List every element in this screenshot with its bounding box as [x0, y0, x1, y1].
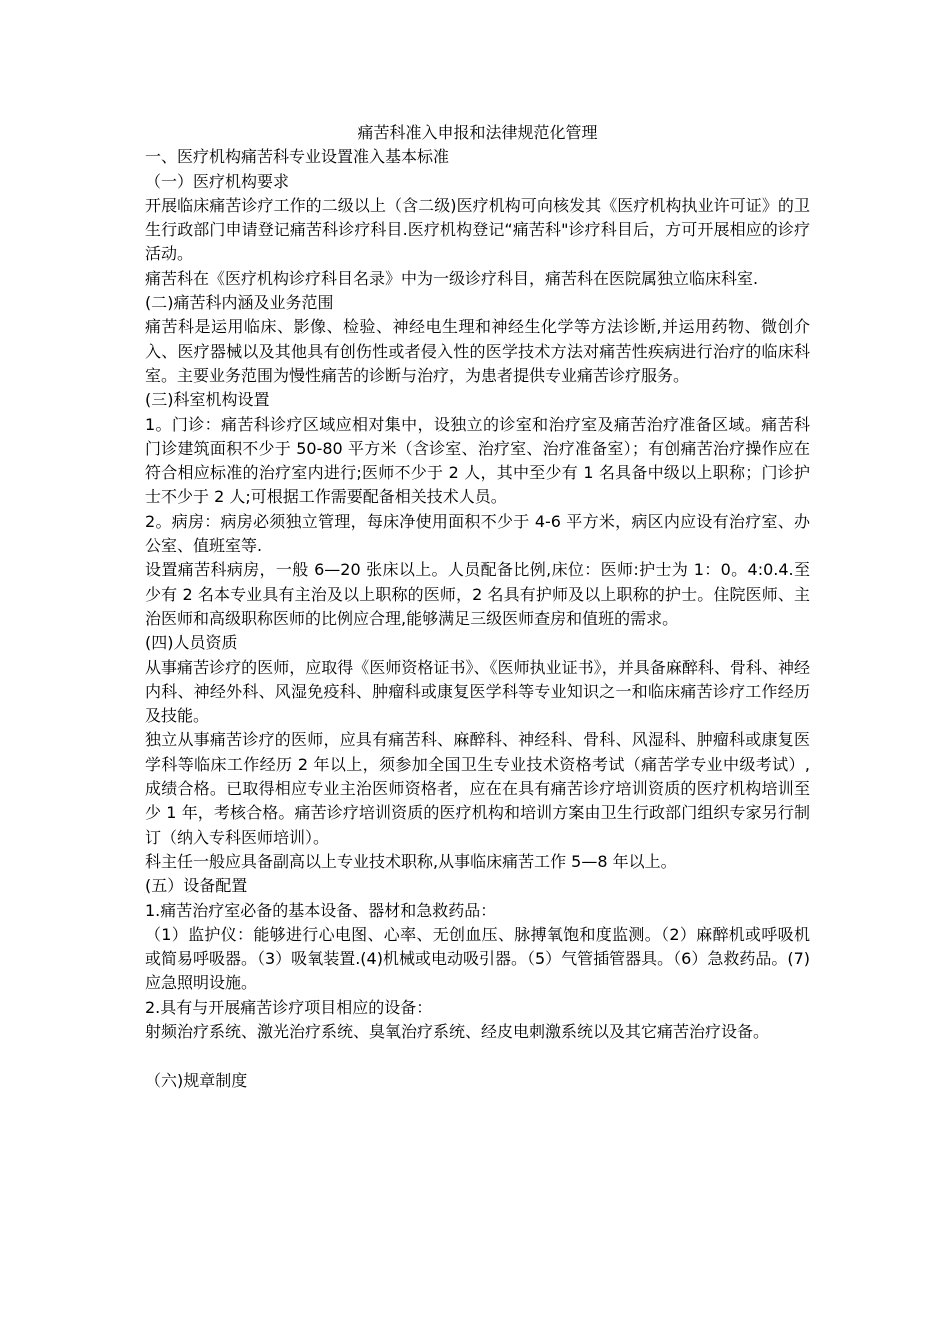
paragraph: 从事痛苦诊疗的医师，应取得《医师资格证书》、《医师执业证书》，并具备麻醉科、骨科、神经内科、神经外科、风湿免疫科、肿瘤科或康复医学科等专业知识之一和临床痛苦诊疗工作经历及技能。 [145, 657, 810, 726]
paragraph: 2.具有与开展痛苦诊疗项目相应的设备： [145, 997, 433, 1017]
subsection-heading: (二)痛苦科内涵及业务范围 [145, 293, 334, 313]
blank-line [145, 1044, 810, 1068]
paragraph: 开展临床痛苦诊疗工作的二级以上（含二级)医疗机构可向核发其《医疗机构执业许可证》的卫生行政部门申请登记痛苦科诊疗科目.医疗机构登记“痛苦科"诊疗科目后，方可开展相应的诊疗活动。 [145, 195, 810, 264]
subsection-heading: (四)人员资质 [145, 633, 238, 653]
subsection-heading: （一）医疗机构要求 [145, 171, 290, 191]
paragraph: 2。病房：病房必须独立管理，每床净使用面积不少于 4-6 平方米，病区内应设有治疗室、办公室、值班室等. [145, 511, 810, 556]
paragraph: （1）监护仪：能够进行心电图、心率、无创血压、脉搏氧饱和度监测。（2）麻醉机或呼吸机或简易呼吸器。（3）吸氧装置.(4)机械或电动吸引器。（5）气管插管器具。（6）急救药品。(7)应急照明设施。 [145, 924, 810, 993]
paragraph: 痛苦科是运用临床、影像、检验、神经电生理和神经生化学等方法诊断,并运用药物、微创介入、医疗器械以及其他具有创伤性或者侵入性的医学技术方法对痛苦性疾病进行治疗的临床科室。主要业务范围为慢性痛苦的诊断与治疗，为患者提供专业痛苦诊疗服务。 [145, 317, 810, 385]
document-title: 痛苦科准入申报和法律规范化管理 [357, 123, 598, 142]
paragraph: 痛苦科在《医疗机构诊疗科目名录》中为一级诊疗科目，痛苦科在医院属独立临床科室. [145, 268, 759, 288]
paragraph: 设置痛苦科病房，一般 6—20 张床以上。人员配备比例,床位：医师:护士为 1：0。4:0.4.至少有 2 名本专业具有主治及以上职称的医师，2 名具有护师及以上职称的护士。住院医师、主治医师和高级职称医师的比例应合理,能够满足三级医师查房和值班的需求。 [145, 560, 810, 628]
subsection-heading: (三)科室机构设置 [145, 390, 270, 410]
paragraph: 1.痛苦治疗室必备的基本设备、器材和急救药品： [145, 900, 497, 920]
section-heading-1: 一、医疗机构痛苦科专业设置准入基本标准 [145, 147, 450, 167]
subsection-heading: (五）设备配置 [145, 876, 248, 896]
paragraph: 射频治疗系统、激光治疗系统、臭氧治疗系统、经皮电刺激系统以及其它痛苦治疗设备。 [145, 1021, 770, 1041]
paragraph: 1。门诊：痛苦科诊疗区域应相对集中，设独立的诊室和治疗室及痛苦治疗准备区域。痛苦科门诊建筑面积不少于 50-80 平方米（含诊室、治疗室、治疗准备室）；有创痛苦治疗操作应在符合相应标准的治疗室内进行;医师不少于 2 人，其中至少有 1 名具备中级以上职称；门诊护士不少于 2 人;可根据工作需要配备相关技术人员。 [145, 414, 810, 507]
subsection-heading: （六)规章制度 [145, 1070, 248, 1090]
paragraph: 独立从事痛苦诊疗的医师，应具有痛苦科、麻醉科、神经科、骨科、风湿科、肿瘤科或康复医学科等临床工作经历 2 年以上，须参加全国卫生专业技术资格考试（痛苦学专业中级考试）,成绩合格。已取得相应专业主治医师资格者，应在在具有痛苦诊疗培训资质的医疗机构培训至少 1 年，考核合格。痛苦诊疗培训资质的医疗机构和培训方案由卫生行政部门组织专家另行制订（纳入专科医师培训）。 [145, 730, 810, 847]
document-body [145, 121, 810, 1093]
paragraph: 科主任一般应具备副高以上专业技术职称,从事临床痛苦工作 5—8 年以上。 [145, 851, 677, 871]
